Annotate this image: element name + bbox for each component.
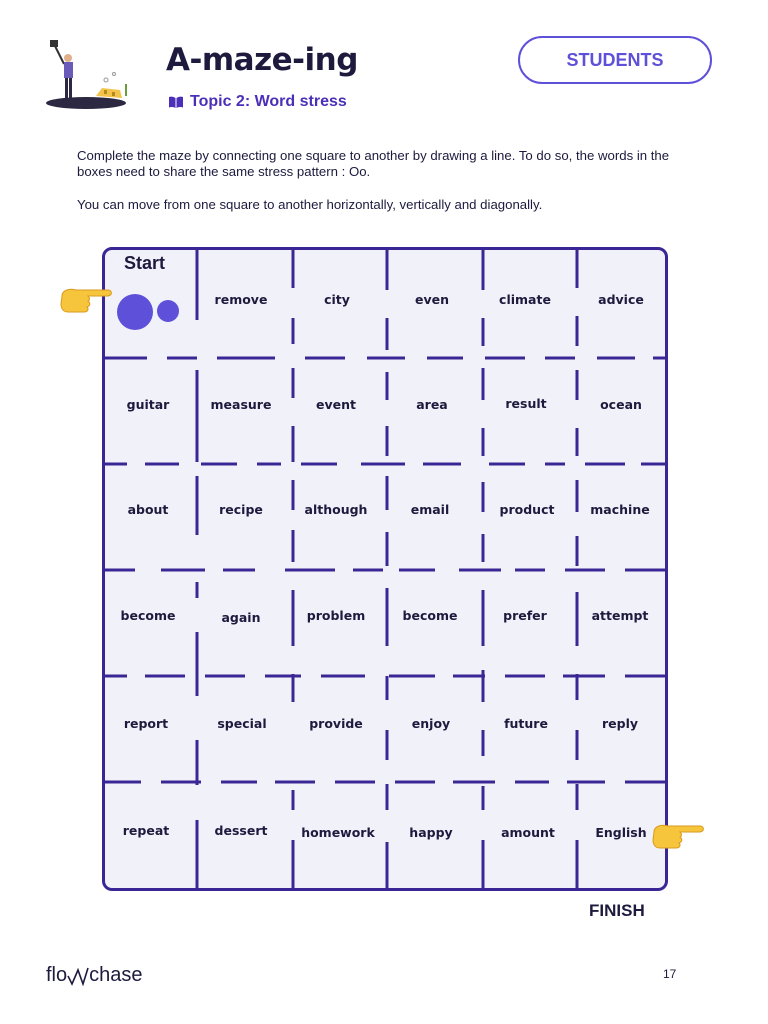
maze-cell[interactable]: English (595, 825, 647, 840)
open-book-icon (168, 96, 184, 109)
maze-cell[interactable]: climate (499, 292, 551, 307)
pointing-hand-icon (58, 284, 114, 318)
maze-cell[interactable]: prefer (503, 608, 547, 623)
instructions-paragraph-1: Complete the maze by connecting one square to another by drawing a line. To do so, the words in the boxes need to share the same stress pattern : Oo. (77, 148, 670, 179)
maze-cell[interactable]: remove (214, 292, 268, 307)
maze-cell[interactable]: area (416, 397, 448, 412)
maze-cell[interactable]: even (414, 292, 449, 307)
maze-cell[interactable]: although (304, 502, 368, 517)
maze-cell[interactable]: problem (306, 608, 366, 623)
topic-text: Topic 2: Word stress (190, 93, 347, 110)
start-dot-large (117, 294, 153, 330)
maze-cell[interactable]: attempt (591, 608, 649, 623)
maze-cell[interactable]: reply (601, 716, 639, 731)
maze-cell[interactable]: provide (309, 716, 363, 731)
logo-text-left: flo (46, 964, 68, 986)
maze-cell[interactable]: amount (501, 825, 555, 840)
maze-cell[interactable]: email (410, 502, 450, 517)
maze-cell[interactable]: special (217, 716, 267, 731)
maze-walls (105, 250, 671, 894)
maze-cell[interactable]: event (316, 397, 356, 412)
logo-text-right: chase (89, 964, 143, 986)
maze-cell[interactable]: become (120, 608, 176, 623)
maze-cell[interactable]: dessert (214, 823, 268, 838)
maze-cell[interactable]: result (505, 396, 547, 411)
maze-cell[interactable]: about (127, 502, 169, 517)
finish-label: FINISH (589, 901, 645, 920)
maze-cell[interactable]: future (504, 716, 548, 731)
maze-cell[interactable]: become (402, 608, 458, 623)
maze-cell[interactable]: repeat (122, 823, 170, 838)
flowchase-logo (46, 964, 143, 987)
maze-cell[interactable]: ocean (600, 397, 642, 412)
maze-cell[interactable]: recipe (219, 502, 263, 517)
maze-cell[interactable]: machine (590, 502, 650, 517)
start-dot-small (157, 300, 179, 322)
maze-cell[interactable]: homework (301, 825, 375, 840)
maze-grid[interactable] (102, 247, 668, 891)
topic-label (168, 93, 347, 111)
page-title: A-maze-ing (166, 42, 358, 78)
maze-cell[interactable]: guitar (126, 397, 170, 412)
page-number: 17 (663, 967, 677, 981)
maze-cell[interactable]: happy (409, 825, 453, 840)
maze-cell[interactable]: again (221, 610, 261, 625)
pointing-hand-icon (650, 820, 706, 854)
logo-wave-icon (67, 966, 89, 986)
start-label: Start (124, 253, 166, 273)
digging-person-illustration (44, 40, 140, 112)
students-badge: STUDENTS (518, 36, 712, 84)
maze-cell[interactable]: enjoy (411, 716, 451, 731)
maze-cell[interactable]: measure (210, 397, 272, 412)
instructions-paragraph-2: You can move from one square to another horizontally, vertically and diagonally. (77, 197, 543, 212)
maze-cell[interactable]: product (499, 502, 555, 517)
maze-cell[interactable]: city (324, 292, 350, 307)
maze-cell[interactable]: report (123, 716, 169, 731)
maze-cell[interactable]: advice (598, 292, 644, 307)
